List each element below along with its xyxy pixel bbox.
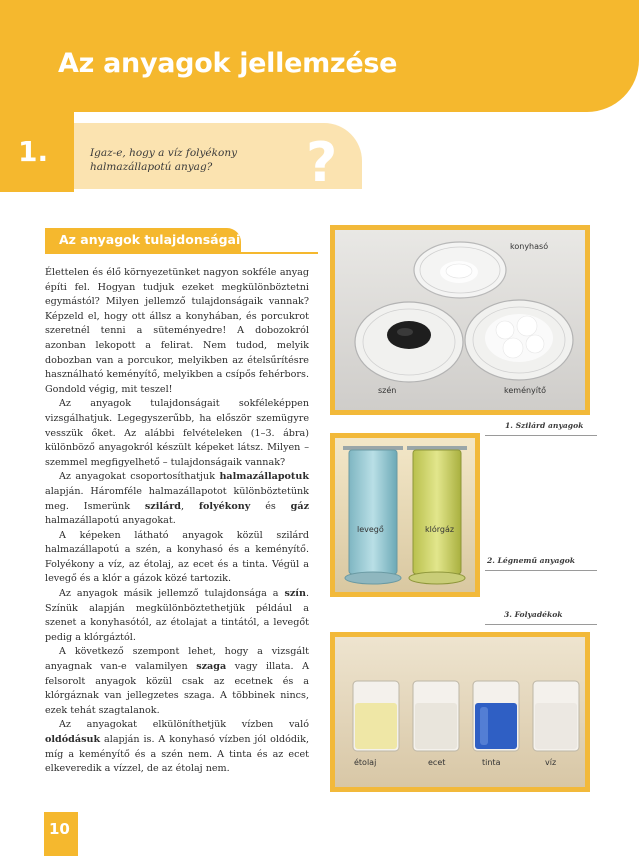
paragraph: Az anyagokat elkülöníthetjük vízben való oldódásuk alapján is. A konyhasó vízben jól oldódik, míg a keményítő és a szén nem. A tinta és az ecet elkeveredik a vízzel, de az étolaj nem. — [45, 719, 309, 775]
question-mark-icon: ? — [306, 131, 338, 194]
label-chlorine: klórgáz — [425, 525, 455, 534]
paragraph: Élettelen és élő környezetünket nagyon sokféle anyag építi fel. Hogyan tudjuk ezeket megkülönböztetni egymástól? Milyen jellemző tulajdonságaik vannak? Képzeld el, hogy ott állsz a konyhában, és porcukrot szeretnél tenni a süteményedre! A dobozokról azonban lekopott a felirat. Nem tudod, melyik dobozban van a porcukor, melyikben az ételsűrítésre használható keményítő, melyikben a csípős fehérbors. Gondold végig, mit teszel! — [45, 267, 309, 395]
label-vinegar: ecet — [428, 758, 446, 767]
caption-rule — [485, 435, 597, 436]
page-number: 10 — [49, 820, 70, 838]
label-oil: étolaj — [354, 758, 377, 767]
section-heading: Az anyagok tulajdonságai — [59, 232, 241, 247]
paragraph: A következő szempont lehet, hogy a vizsgált anyagnak van-e valamilyen szaga vagy illata. A felsorolt anyagok közül csak az ecetnek és a klórgáznak van jellegzetes szaga. A többinek nincs, ezek tehát szagtalanok. — [45, 646, 310, 716]
label-ink: tinta — [482, 758, 501, 767]
body-text — [45, 266, 309, 777]
paragraph: Az anyagok másik jellemző tulajdonsága a szín. Színük alapján megkülönböztethetjük például a szenet a konyhasótól, az étolajat a tintától, a levegőt pedig a klórgáztól. — [45, 588, 309, 643]
figure-3-caption: 3. Folyadékok — [504, 610, 563, 619]
label-water: víz — [545, 758, 557, 767]
figure-1-photo — [335, 230, 585, 410]
caption-rule — [485, 570, 597, 571]
label-air: levegő — [357, 525, 384, 534]
figure-2-caption: 2. Légnemű anyagok — [487, 556, 576, 565]
figure-1-caption: 1. Szilárd anyagok — [505, 421, 584, 430]
label-coal: szén — [378, 386, 397, 395]
chapter-question: Igaz-e, hogy a víz folyékony halmazállapotú anyag? — [90, 147, 238, 173]
chapter-number: 1. — [18, 135, 49, 168]
page-title: Az anyagok jellemzése — [58, 48, 398, 79]
label-starch: keményítő — [504, 386, 547, 395]
paragraph: Az anyagokat csoportosíthatjuk halmazállapotuk alapján. Háromféle halmazállapotot különböztetünk meg. Ismerünk szilárd, folyékony és gáz halmazállapotú anyagokat. — [45, 471, 310, 527]
paragraph: A képeken látható anyagok közül szilárd halmazállapotú a szén, a konyhasó és a keményítő. Folyékony a víz, az étolaj, az ecet és a tinta. Végül a levegő és a klór a gázok közé tartozik. — [45, 529, 309, 585]
caption-rule — [485, 624, 597, 625]
label-salt: konyhasó — [510, 242, 549, 251]
section-divider — [45, 252, 318, 254]
figure-2-photo — [335, 438, 475, 592]
paragraph: Az anyagok tulajdonságait sokféleképpen vizsgálhatjuk. Legegyszerűbb, ha először szemügyre vesszük őket. Az alábbi felvételeken (1–3. ábra) különböző anyagokról készült képeket látsz. Milyen – szemmel megfigyelhető – tulajdonságaik vannak? — [45, 398, 309, 468]
